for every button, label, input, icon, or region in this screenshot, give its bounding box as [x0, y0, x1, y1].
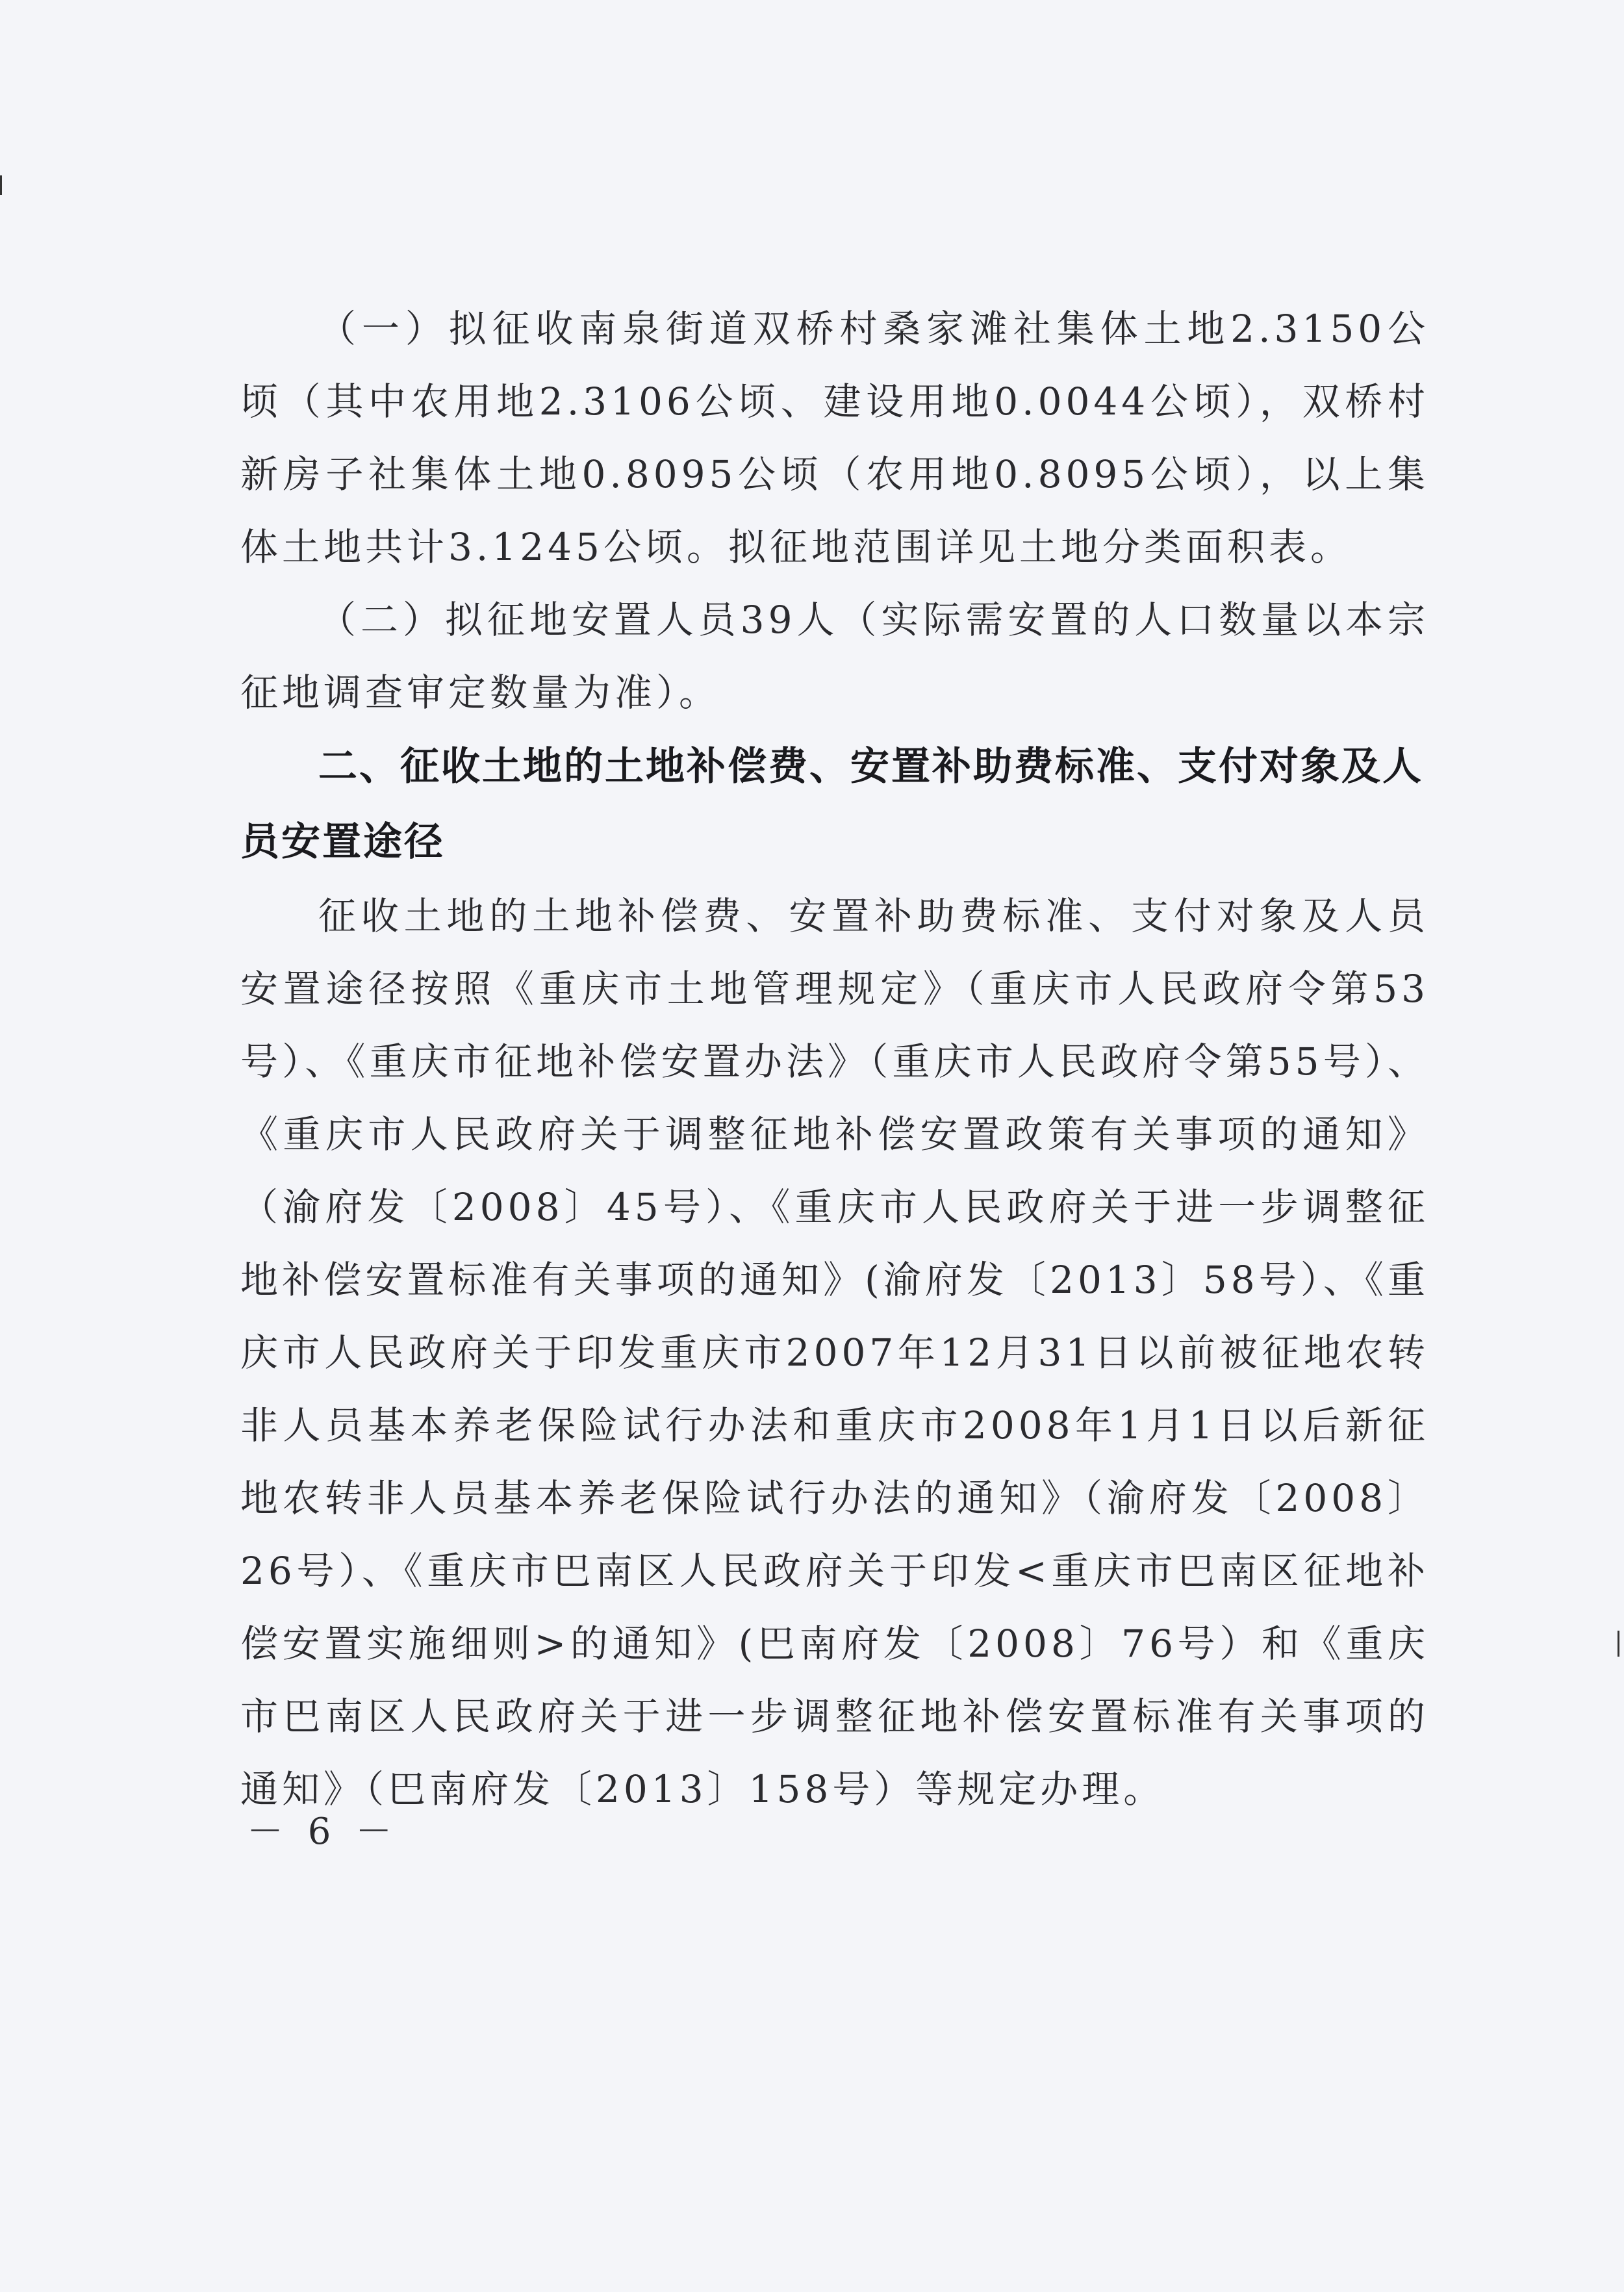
- document-body: [240, 292, 1429, 1826]
- paragraph-compensation-regulations: 征收土地的土地补偿费、安置补助费标准、支付对象及人员安置途径按照《重庆市土地管理规定》（重庆市人民政府令第53号）、《重庆市征地补偿安置办法》（重庆市人民政府令第55号）、《重庆市人民政府关于调整征地补偿安置政策有关事项的通知》（渝府发〔2008〕45号）、《重庆市人民政府关于进一步调整征地补偿安置标准有关事项的通知》(渝府发〔2013〕58号）、《重庆市人民政府关于印发重庆市2007年12月31日以前被征地农转非人员基本养老保险试行办法和重庆市2008年1月1日以后新征地农转非人员基本养老保险试行办法的通知》（渝府发〔2008〕26号）、《重庆市巴南区人民政府关于印发<重庆市巴南区征地补偿安置实施细则>的通知》(巴南府发〔2008〕76号）和《重庆市巴南区人民政府关于进一步调整征地补偿安置标准有关事项的通知》（巴南府发〔2013〕158号）等规定办理。: [240, 894, 1429, 1811]
- scan-edge-mark-top: [0, 175, 2, 195]
- paragraph-resettlement-persons: （二）拟征地安置人员39人（实际需安置的人口数量以本宗征地调查审定数量为准）。: [240, 598, 1429, 715]
- section-heading-compensation: 二、征收土地的土地补偿费、安置补助费标准、支付对象及人员安置途径: [240, 744, 1423, 865]
- scan-edge-mark-right: [1618, 1631, 1619, 1657]
- paragraph-land-acquisition: （一）拟征收南泉街道双桥村桑家滩社集体土地2.3150公顷（其中农用地2.3106公顷、建设用地0.0044公顷），双桥村新房子社集体土地0.8095公顷（农用地0.8095公顷），以上集体土地共计3.1245公顷。拟征地范围详见土地分类面积表。: [240, 307, 1429, 569]
- page-number: － 6 －: [247, 1811, 399, 1853]
